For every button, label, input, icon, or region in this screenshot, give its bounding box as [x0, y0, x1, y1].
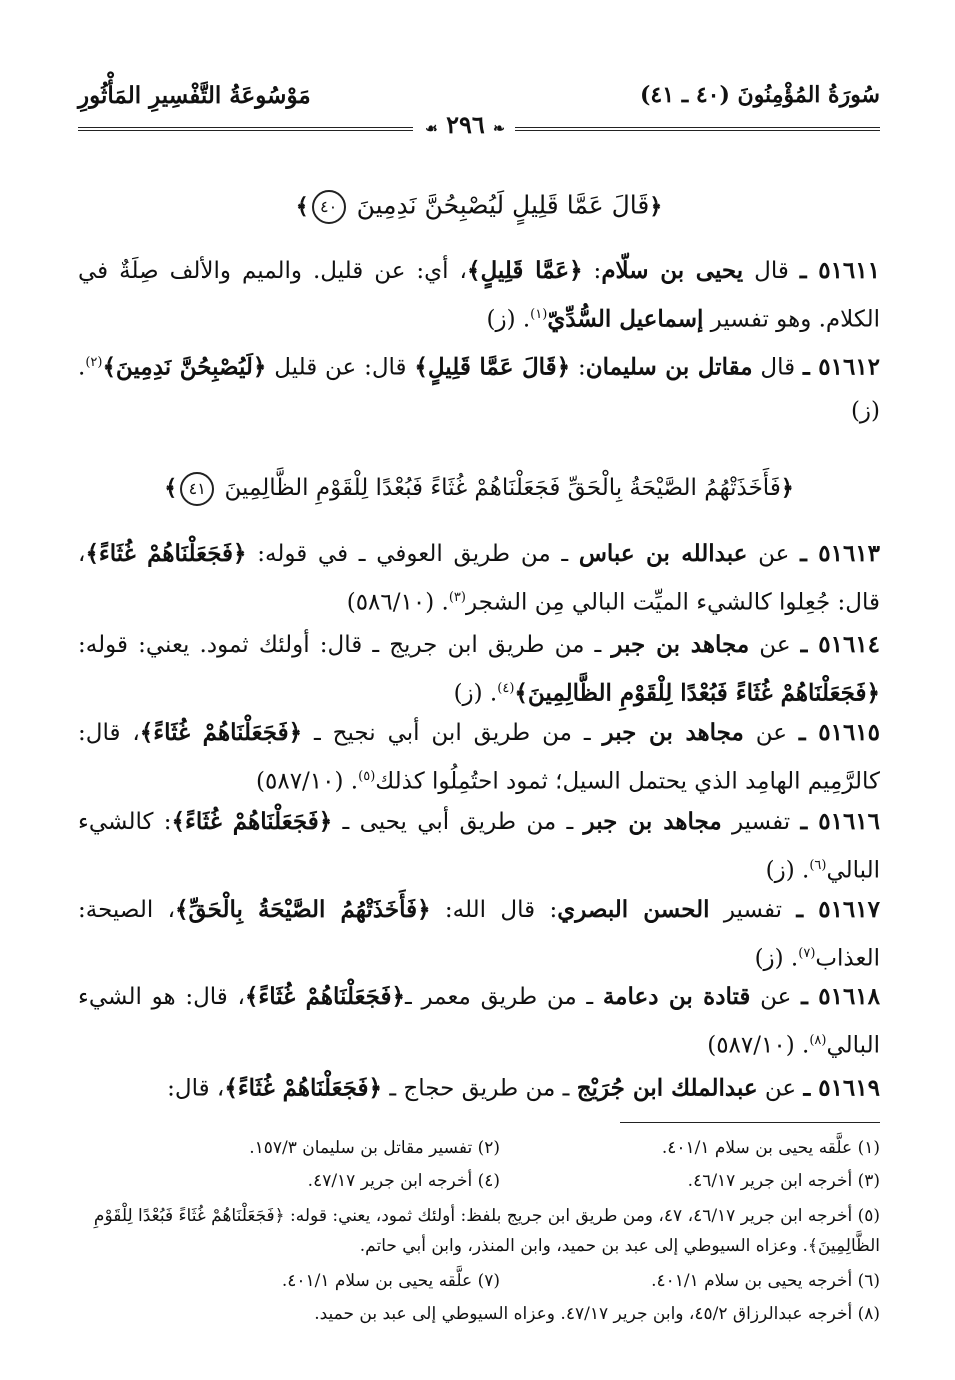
entry-text: ، قال:: [167, 1075, 225, 1102]
verse-text: قَالَ عَمَّا قَلِيلٍ لَيُصْبِحُنَّ نَدِمِينَ: [356, 190, 650, 220]
narration-entry: [78, 532, 880, 625]
entry-number: ٥١٦١٣ ـ: [800, 540, 881, 567]
narration-entry: [78, 1062, 880, 1111]
quran-quote: ﴿فَجَعَلْنَاهُمْ غُثَاءً﴾: [244, 983, 406, 1010]
ornament-icon: ❧: [493, 121, 505, 137]
footnote: (٥) أخرجه ابن جرير ٤٦/١٧، ٤٧، ومن طريق ابن جريج بلفظ: أولئك ثمود، يعني: قوله: ﴿فَجَعَلْنَاهُمْ غُثَاءً فَبُعْدًا لِلْقَوْمِ الظَّالِمِينَ﴾. وعزاه السيوطي إلى عبد بن حميد، وابن المنذر، وابن أبي حاتم.: [93, 1206, 880, 1256]
entry-number: ٥١٦١٨ ـ: [801, 983, 881, 1010]
entry-number: ٥١٦١٢ ـ: [802, 353, 881, 381]
narrator-name: مجاهد بن جبر: [583, 808, 722, 835]
entry-text: ، قال: جُعِلوا كالشيء الميِّت البالي مِن الشجر: [78, 541, 880, 616]
footnote-ref: (٤): [497, 681, 515, 696]
entry-reference: . (٥٨٧/١٠): [707, 1032, 810, 1059]
header-rule-right: [515, 127, 880, 131]
entry-reference: . (٥٨٦/١٠): [346, 589, 449, 616]
entry-text: :: [582, 258, 602, 284]
entry-text: عن: [743, 720, 799, 746]
verse-text: فَأَخَذَتْهُمُ الصَّيْحَةُ بِالْحَقِّ فَجَعَلْنَاهُمْ غُثَاءً فَبُعْدًا لِلْقَوْمِ الظَّالِمِينَ: [224, 475, 781, 501]
entry-text: ـ من طريق ابن أبي نجيح ـ: [302, 720, 603, 746]
narration-entry: [78, 249, 880, 342]
entry-reference: . (٥٨٧/١٠): [256, 768, 359, 795]
entry-text: : كالشيء البالي: [78, 809, 880, 884]
narrator-name: مجاهد بن جبر: [602, 719, 744, 746]
surah-title: سُورَةُ المُؤْمِنُونَ (٤٠ ـ ٤١): [640, 82, 880, 108]
footnote: (٢) تفسير مقاتل بن سليمان ١٥٧/٣.: [249, 1138, 500, 1158]
quran-quote: ﴿عَمَّا قَلِيلٍ﴾: [466, 257, 583, 284]
entry-text: ، أي: عن قليل. والميم والألف صِلَةٌ في الكلام. وهو تفسير: [78, 258, 880, 333]
narrator-name: مجاهد بن جبر: [611, 631, 750, 658]
footnote: (٧) علَّقه يحيى بن سلام ٤٠١/١.: [281, 1271, 500, 1291]
narrator-name: يحيى بن سلّام: [601, 257, 744, 284]
quran-quote: ﴿فَجَعَلْنَاهُمْ غُثَاءً﴾: [224, 1074, 383, 1102]
footnote-ref: (١): [530, 307, 548, 322]
narration-entry: [78, 711, 880, 804]
quran-quote: ﴿لَيُصْبِحُنَّ نَدِمِينَ﴾: [102, 353, 267, 381]
footnote: (١) علَّقه يحيى بن سلام ٤٠١/١.: [661, 1138, 880, 1158]
entry-text: قال: عن قليل: [266, 354, 415, 381]
entry-text: ـ من طريق حجاج ـ: [382, 1075, 577, 1102]
quran-quote: ﴿فَجَعَلْنَاهُمْ غُثَاءً﴾: [139, 719, 303, 746]
entry-text: عن: [747, 541, 801, 567]
verse-number-badge: ٤٠: [312, 190, 346, 224]
entry-text: ، قال: كالرَّمِيم الهامِد الذي يحتمل السيل؛ ثمود احتُمِلُوا كذلك: [78, 720, 880, 795]
narrator-name: قتادة بن دعامة: [602, 983, 751, 1010]
entry-reference: . (ز): [453, 680, 498, 707]
verse-number-badge: ٤١: [180, 472, 214, 506]
quran-quote: ﴿فَأَخَذَتْهُمُ الصَّيْحَةُ بِالْحَقِّ﴾: [175, 896, 431, 923]
quran-quote: ﴿قَالَ عَمَّا قَلِيلٍ﴾: [414, 353, 571, 381]
entry-reference: . (ز): [754, 945, 799, 972]
page-number-text: ٢٩٦: [446, 110, 485, 139]
entry-text: :: [570, 354, 586, 381]
footnote-ref: (٨): [809, 1033, 827, 1048]
entry-text: ـ من طريق معمر ـ: [405, 984, 603, 1010]
entry-text: ـ من طريق العوفي ـ في قوله:: [246, 541, 579, 567]
footnote-ref: (٦): [809, 858, 827, 873]
entry-text: ـ من طريق ابن جريج ـ قال: أولئك ثمود. يعني: قوله:: [78, 632, 612, 658]
header-rule-left: [78, 127, 413, 131]
entry-text: عن: [749, 632, 801, 658]
entry-text: تفسير: [721, 809, 801, 835]
page-number: [415, 110, 515, 139]
page-header: [78, 78, 880, 114]
verse-close-bracket: ﴾: [164, 475, 178, 501]
narrator-name: مقاتل بن سليمان: [585, 353, 753, 381]
entry-text: قال: [752, 354, 803, 381]
verse-close-bracket: ﴾: [295, 193, 309, 220]
footnote: (٦) أخرجه يحيى بن سلام ٤٠١/١.: [651, 1271, 880, 1291]
verse-open-bracket: ﴿: [780, 475, 794, 501]
narration-entry: [78, 888, 880, 981]
footnote-ref: (٥): [358, 769, 376, 784]
narration-entry: [78, 800, 880, 893]
footnote: (٨) أخرجه عبدالرزاق ٤٥/٢، وابن جرير ٤٧/١٧. وعزاه السيوطي إلى عبد بن حميد.: [314, 1304, 880, 1324]
entry-text: عن: [757, 1075, 804, 1102]
entry-text: ، الصيحة: العذاب: [78, 897, 880, 972]
ornament-icon: ☙: [425, 121, 438, 137]
quran-verse: [78, 190, 880, 224]
entry-number: ٥١٦١٥ ـ: [798, 719, 881, 746]
footnote-ref: (٣): [448, 590, 466, 605]
entry-number: ٥١٦١٤ ـ: [800, 631, 881, 658]
footnote: (٤) أخرجه ابن جرير ٤٧/١٧.: [307, 1171, 500, 1191]
narrator-name: الحسن البصري: [557, 896, 710, 923]
entry-number: ٥١٦١١ ـ: [799, 257, 880, 284]
entry-reference: . (ز): [78, 354, 880, 424]
narration-entry: [78, 975, 880, 1068]
verse-open-bracket: ﴿: [649, 193, 663, 220]
entry-text: ، قال: هو الشيء البالي: [78, 984, 880, 1059]
footnote-ref: (٧): [798, 946, 816, 961]
quran-quote: ﴿فَجَعَلْنَاهُمْ غُثَاءً﴾: [85, 540, 247, 567]
entry-text: ـ من طريق أبي يحيى ـ: [332, 809, 584, 835]
footnote: (٣) أخرجه ابن جرير ٤٦/١٧.: [687, 1171, 880, 1191]
entry-reference: . (ز): [765, 857, 810, 884]
narrator-name: عبدالله بن عباس: [578, 540, 748, 567]
quran-verse: [78, 472, 880, 506]
entry-text: قال: [743, 258, 800, 284]
entry-text: تفسير: [709, 897, 797, 923]
entry-reference: . (ز): [486, 306, 531, 333]
entry-number: ٥١٦١٦ ـ: [800, 808, 881, 835]
book-title: مَوْسُوعَةُ التَّفْسِيرِ المَأْثُورِ: [78, 82, 311, 109]
quran-quote: ﴿فَجَعَلْنَاهُمْ غُثَاءً﴾: [171, 808, 333, 835]
entry-text: عن: [750, 984, 802, 1010]
narration-entry: [78, 341, 880, 433]
footnote-ref: (٢): [85, 355, 103, 370]
quran-quote: ﴿فَجَعَلْنَاهُمْ غُثَاءً فَبُعْدًا لِلْقَوْمِ الظَّالِمِينَ﴾: [514, 679, 880, 707]
footnote-separator: [620, 1122, 880, 1123]
narrator-name: عبدالملك ابن جُرَيْج: [576, 1074, 758, 1102]
entry-number: ٥١٦١٩ ـ: [803, 1074, 880, 1102]
narrator-name: إسماعيل السُّدِّيّ: [547, 305, 704, 333]
narration-entry: [78, 623, 880, 716]
entry-number: ٥١٦١٧ ـ: [796, 896, 880, 923]
entry-text: : قال الله:: [430, 897, 558, 923]
